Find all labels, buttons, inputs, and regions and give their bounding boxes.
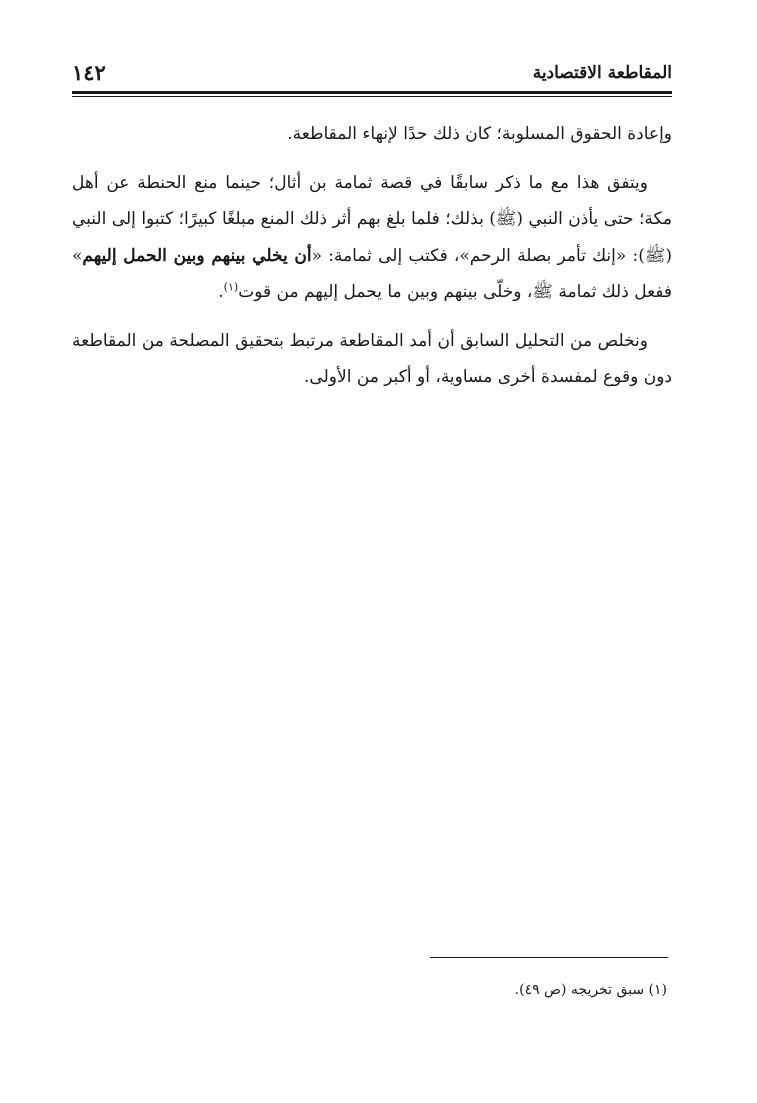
running-title: المقاطعة الاقتصادية — [532, 63, 672, 83]
footnote-reference[interactable]: (١) — [223, 280, 239, 294]
paragraph-2-bold-quote: أن يخلي بينهم وبين الحمل إليهم — [82, 245, 312, 266]
page-number: ١٤٢ — [72, 60, 106, 85]
paragraph-3: ونخلص من التحليل السابق أن أمد المقاطعة مرتبط بتحقيق المصلحة من المقاطعة دون وقوع لمفسدة أخرى مساوية، أو أكبر من الأولى. — [72, 330, 672, 387]
paragraph-2-text-before-bold: ويتفق هذا مع ما ذكر سابقًا في قصة ثمامة بن أثال؛ حينما منع الحنطة عن أهل مكة؛ حتى يأذن النبي (ﷺ) بذلك؛ فلما بلغ بهم أثر ذلك المنع مبلغًا كبيرًا؛ كتبوا إلى النبي (ﷺ): «إنك تأمر بصلة الرحم»، فكتب إلى ثمامة: « — [72, 172, 673, 266]
paragraph-2-end: . — [218, 282, 224, 302]
paragraph-2 — [72, 165, 672, 311]
header-rule-thick — [72, 91, 672, 94]
body-text — [72, 116, 672, 408]
page-header — [72, 58, 672, 88]
paragraph-2-text-after-bold: » ففعل ذلك ثمامة ﷺ، وخلّى بينهم وبين ما يحمل إليهم من قوت — [72, 245, 672, 302]
header-rule-thin — [72, 96, 672, 97]
paragraph-1: وإعادة الحقوق المسلوبة؛ كان ذلك حدًا لإنهاء المقاطعة. — [287, 124, 672, 144]
footnote-separator — [430, 957, 668, 958]
footnote-1: (١) سبق تخريجه (ص ٤٩). — [514, 982, 667, 998]
